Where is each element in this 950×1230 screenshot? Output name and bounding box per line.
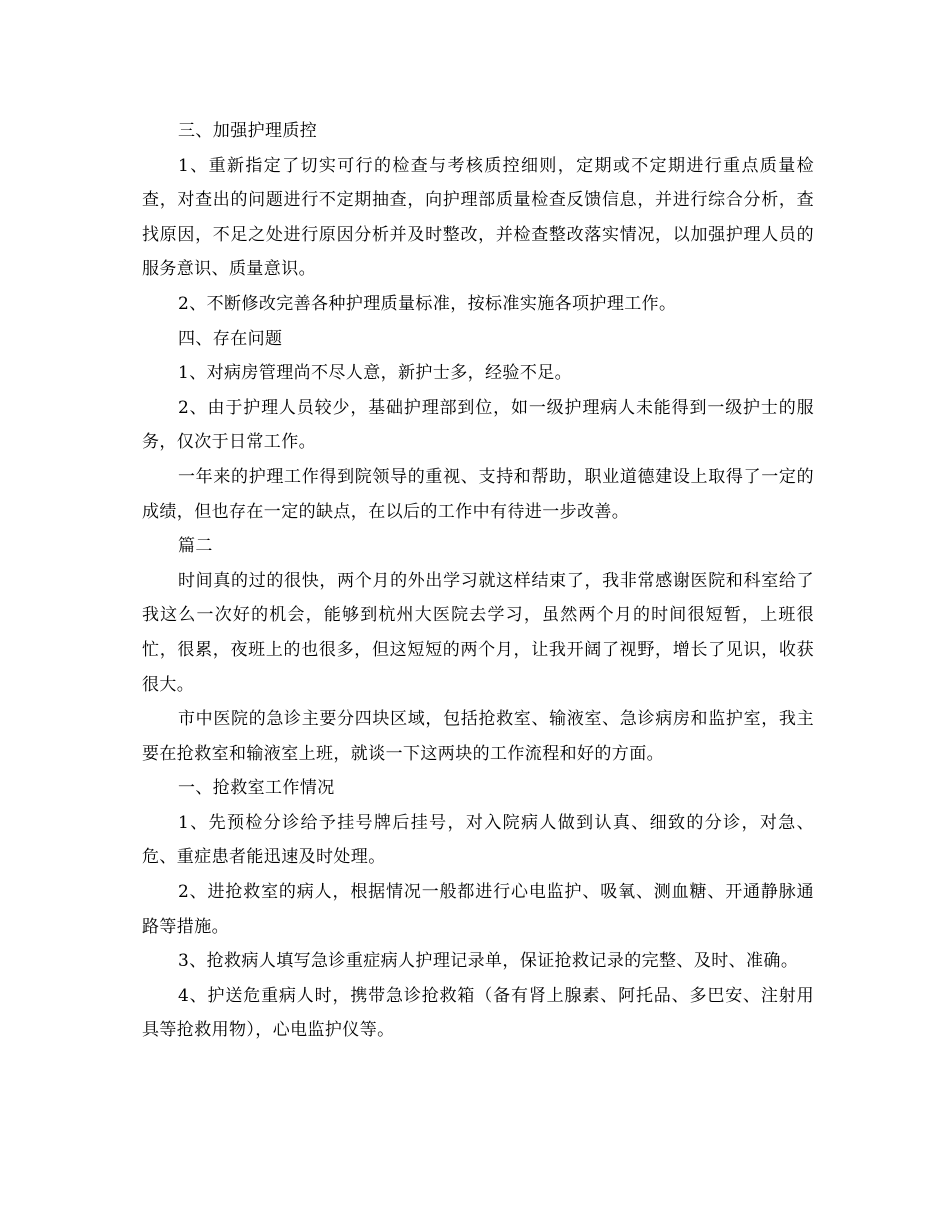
paragraph: 一年来的护理工作得到院领导的重视、支持和帮助，职业道德建设上取得了一定的成绩，但也存在一定的缺点，在以后的工作中有待进一步改善。 xyxy=(142,466,814,522)
paragraph: 3、抢救病人填写急诊重症病人护理记录单，保证抢救记录的完整、及时、准确。 xyxy=(178,951,799,972)
paragraph: 1、重新指定了切实可行的检查与考核质控细则，定期或不定期进行重点质量检查，对查出的问题进行不定期抽查，向护理部质量检查反馈信息，并进行综合分析，查找原因，不足之处进行原因分析并及时整改，并检查整改落实情况，以加强护理人员的服务意识、质量意识。 xyxy=(142,155,814,280)
section-heading-quality-control: 三、加强护理质控 xyxy=(178,121,318,141)
paragraph: 市中医院的急诊主要分四块区域，包括抢救室、输液室、急诊病房和监护室，我主要在抢救室和输液室上班，就谈一下这两块的工作流程和好的方面。 xyxy=(142,709,814,764)
paragraph: 时间真的过的很快，两个月的外出学习就这样结束了，我非常感谢医院和科室给了我这么一次好的机会，能够到杭州大医院去学习，虽然两个月的时间很短暂，上班很忙，很累，夜班上的也很多，但这短短的两个月，让我开阔了视野，增长了见识，收获很大。 xyxy=(142,570,814,695)
section-heading-problems: 四、存在问题 xyxy=(178,328,283,349)
paragraph: 1、先预检分诊给予挂号牌后挂号，对入院病人做到认真、细致的分诊，对急、危、重症患者能迅速及时处理。 xyxy=(142,812,814,868)
section-heading-part-two: 篇二 xyxy=(178,536,213,557)
paragraph: 2、不断修改完善各种护理质量标准，按标准实施各项护理工作。 xyxy=(178,293,677,314)
paragraph: 2、由于护理人员较少，基础护理部到位，如一级护理病人未能得到一级护士的服务，仅次于日常工作。 xyxy=(142,397,814,453)
document-body xyxy=(142,114,814,1048)
paragraph: 1、对病房管理尚不尽人意，新护士多，经验不足。 xyxy=(178,363,573,384)
paragraph: 2、进抢救室的病人，根据情况一般都进行心电监护、吸氧、测血糖、开通静脉通路等措施。 xyxy=(142,882,814,937)
section-heading-rescue-room: 一、抢救室工作情况 xyxy=(178,778,335,799)
paragraph: 4、护送危重病人时，携带急诊抢救箱（备有肾上腺素、阿托品、多巴安、注射用具等抢救用物），心电监护仪等。 xyxy=(142,985,814,1041)
